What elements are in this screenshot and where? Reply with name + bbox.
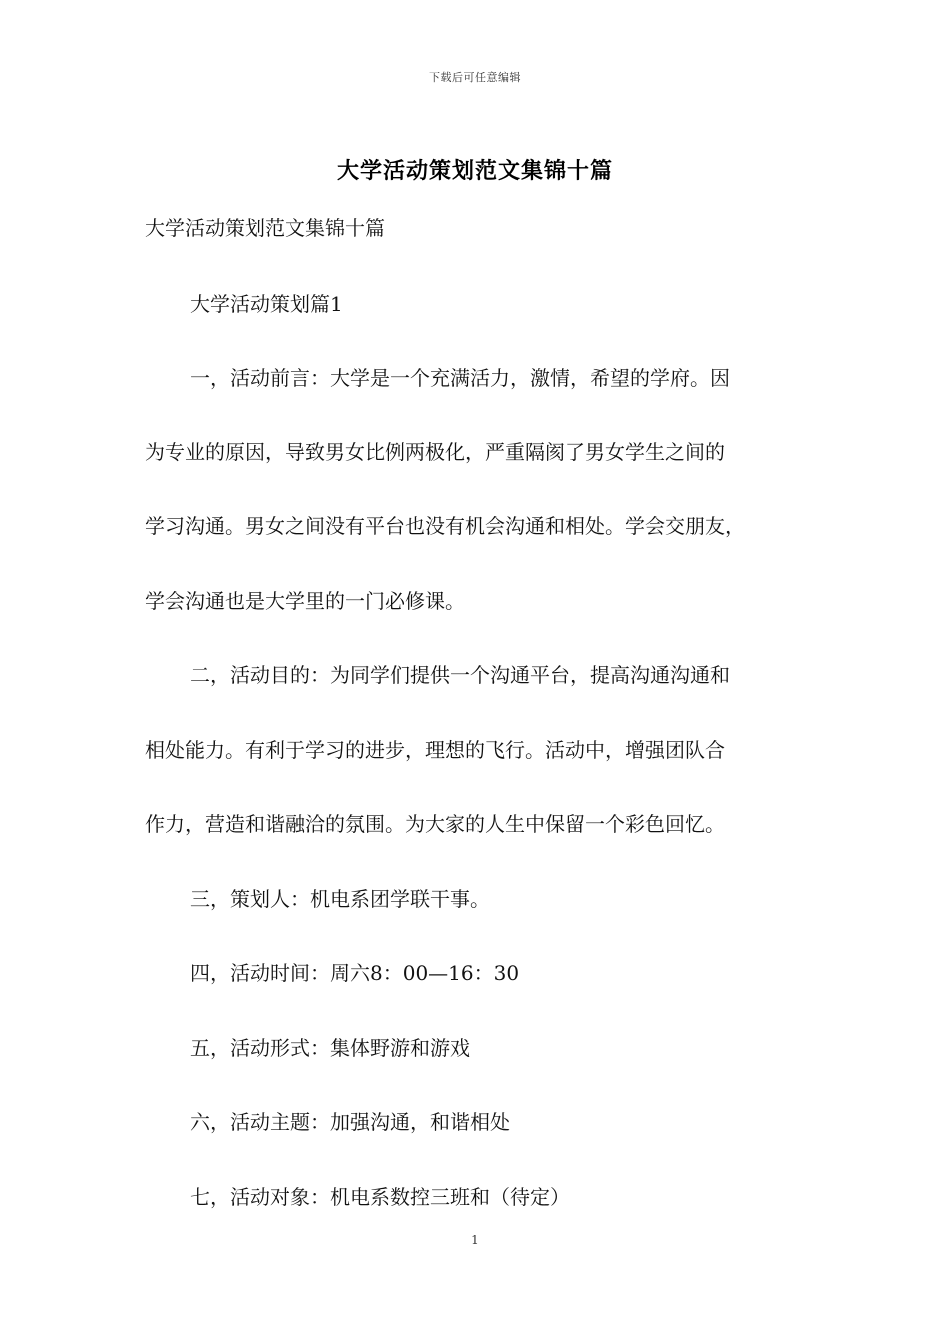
header-note: 下载后可任意编辑	[429, 71, 521, 84]
paragraph-line: 二，活动目的：为同学们提供一个沟通平台，提高沟通沟通和	[190, 663, 730, 687]
paragraph-line: 五，活动形式：集体野游和游戏	[190, 1036, 470, 1060]
document-subtitle: 大学活动策划范文集锦十篇	[145, 216, 385, 240]
paragraph-line: 学会沟通也是大学里的一门必修课。	[145, 589, 465, 613]
paragraph-line: 七，活动对象：机电系数控三班和（待定）	[190, 1185, 570, 1209]
paragraph-line: 一，活动前言：大学是一个充满活力，激情，希望的学府。因	[190, 366, 730, 390]
paragraph-line: 三，策划人：机电系团学联干事。	[190, 887, 490, 911]
paragraph-line: 学习沟通。男女之间没有平台也没有机会沟通和相处。学会交朋友，	[145, 514, 745, 538]
section-heading: 大学活动策划篇1	[190, 292, 343, 316]
paragraph-line: 为专业的原因，导致男女比例两极化，严重隔阂了男女学生之间的	[145, 440, 725, 464]
page-number: 1	[471, 1233, 479, 1247]
paragraph-line: 作力，营造和谐融洽的氛围。为大家的人生中保留一个彩色回忆。	[145, 812, 725, 836]
document-title: 大学活动策划范文集锦十篇	[336, 158, 613, 184]
paragraph-line: 四，活动时间：周六8：00—16：30	[190, 961, 520, 985]
paragraph-line: 六，活动主题：加强沟通，和谐相处	[190, 1110, 510, 1134]
paragraph-line: 相处能力。有利于学习的进步，理想的飞行。活动中，增强团队合	[145, 738, 725, 762]
